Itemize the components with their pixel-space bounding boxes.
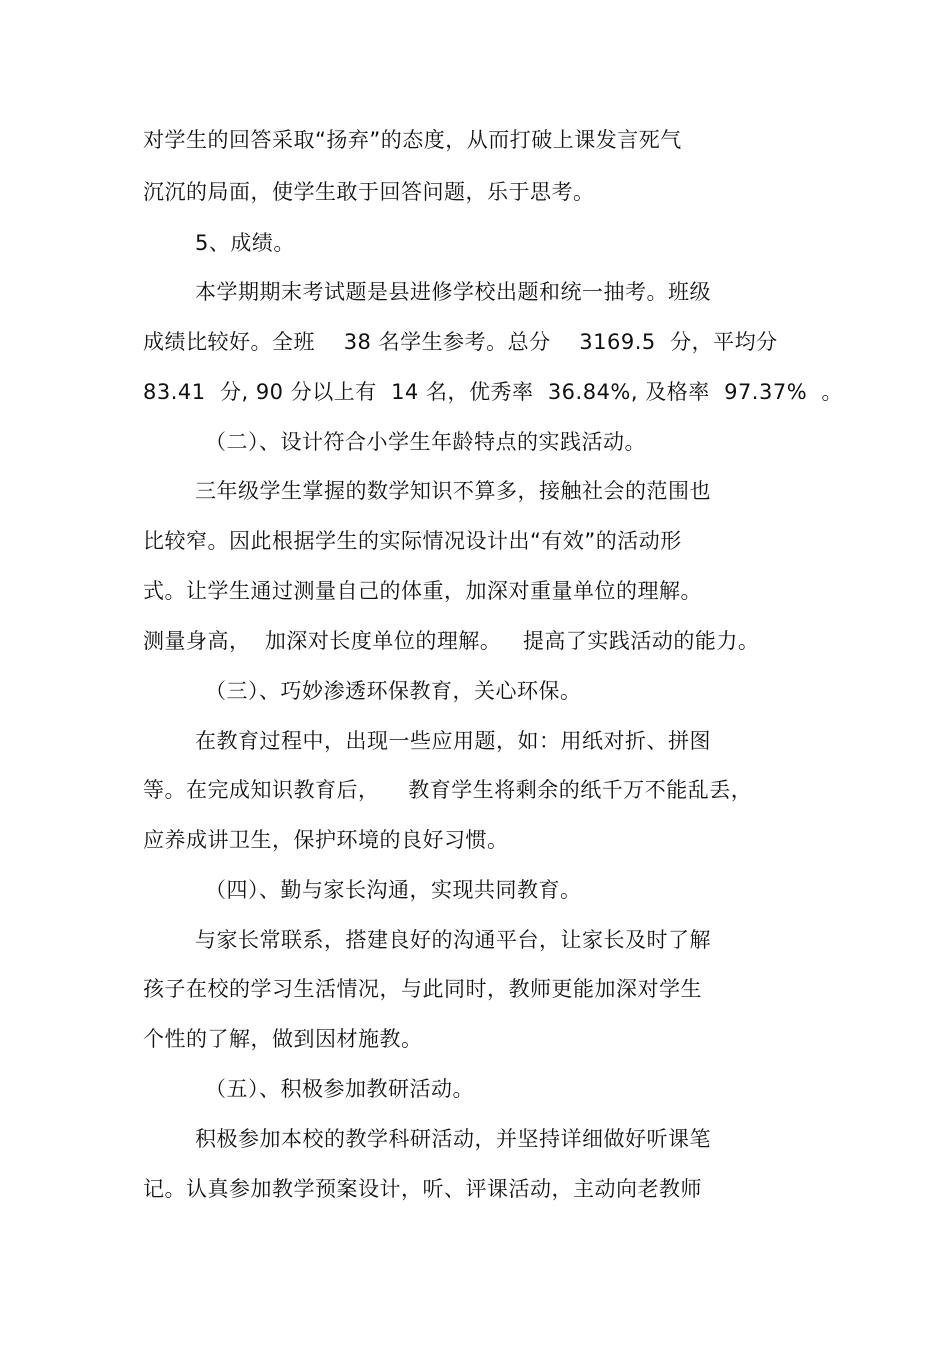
- paragraph-line: 在教育过程中，出现一些应用题，如：用纸对折、拼图: [195, 729, 711, 753]
- paragraph-line: 测量身高， 加深对长度单位的理解。 提高了实践活动的能力。: [143, 629, 760, 653]
- section-heading: （五）、积极参加教研活动。: [205, 1077, 474, 1101]
- paragraph-line: 成绩比较好。全班 38 名学生参考。总分 3169.5 分，平均分: [143, 330, 778, 354]
- paragraph-line: 对学生的回答采取“扬弃”的态度，从而打破上课发言死气: [143, 128, 682, 152]
- paragraph-line: 个性的了解，做到因材施教。: [143, 1027, 423, 1051]
- paragraph-line: 等。在完成知识教育后， 教育学生将剩余的纸千万不能乱丢，: [143, 778, 753, 802]
- paragraph-line: 孩子在校的学习生活情况，与此同时，教师更能加深对学生: [143, 977, 702, 1001]
- section-heading: （四）、勤与家长沟通，实现共同教育。: [205, 878, 582, 902]
- paragraph-line: 三年级学生掌握的数学知识不算多，接触社会的范围也: [195, 479, 711, 503]
- paragraph-line: 本学期期末考试题是县进修学校出题和统一抽考。班级: [195, 280, 711, 304]
- section-heading: 5、成绩。: [195, 231, 295, 255]
- section-heading: （三）、巧妙渗透环保教育，关心环保。: [205, 679, 582, 703]
- paragraph-line: 式。让学生通过测量自己的体重，加深对重量单位的理解。: [143, 579, 702, 603]
- paragraph-line: 应养成讲卫生，保护环境的良好习惯。: [143, 828, 509, 852]
- paragraph-line: 沉沉的局面，使学生敢于回答问题，乐于思考。: [143, 180, 595, 204]
- paragraph-line: 83.41 分, 90 分以上有 14 名，优秀率 36.84%, 及格率 97.37% 。: [143, 380, 844, 404]
- paragraph-line: 比较窄。因此根据学生的实际情况设计出“有效”的活动形: [143, 529, 682, 553]
- paragraph-line: 积极参加本校的教学科研活动，并坚持详细做好听课笔: [195, 1127, 711, 1151]
- section-heading: （二）、设计符合小学生年龄特点的实践活动。: [205, 430, 646, 454]
- paragraph-line: 与家长常联系，搭建良好的沟通平台，让家长及时了解: [195, 928, 711, 952]
- paragraph-line: 记。认真参加教学预案设计，听、评课活动，主动向老教师: [143, 1177, 702, 1201]
